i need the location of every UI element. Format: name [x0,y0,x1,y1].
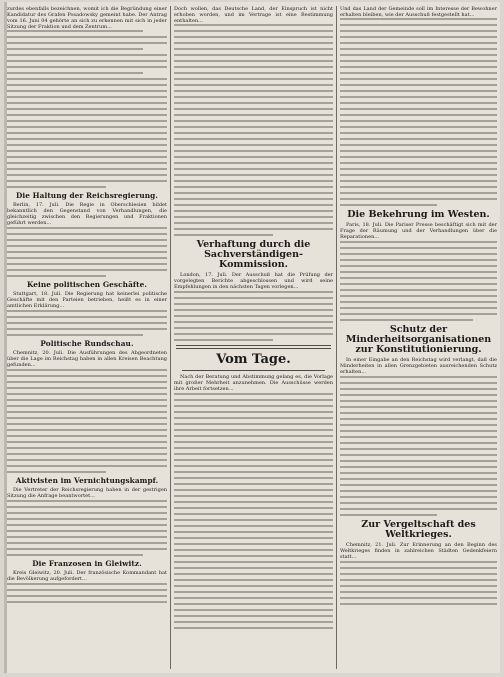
heading-underline [182,370,325,371]
article-paragraph: Kreis Gleiwitz, 20. Juli. Der französische Kommandant hat die Bevölkerung aufgefordert... [7,570,167,582]
article-paragraph: Chemnitz, 20. Juli. Die Ausführungen des Abgeordneten über die Lage im Reichstag haben in allen Kreisen Beachtung gefunden... [7,350,167,368]
column-3-continued-text: Und das Land der Gemeinde soll im Interesse der Bewohner erhalten bleiben, wie der Ausschuß festgestellt hat... [340,6,497,18]
article-heading: Die Haltung der Reichsregierung. [15,191,159,200]
column-2-text-lines-b [174,291,333,341]
column-3 [336,6,500,669]
column-1-text-lines-f [7,583,167,603]
column-2-text-lines-c [174,393,333,629]
article-paragraph: In einer Eingabe an den Reichstag wird verlangt, daß die Minderheiten in allen Grenzgebieten ausreichenden Schutz erhalten... [340,357,497,375]
column-3-text-lines-c [340,376,497,516]
article-heading: Die Franzosen in Gleiwitz. [32,559,142,568]
column-1 [4,6,170,669]
section-divider [176,345,331,349]
article-paragraph: Die Vertreter der Reichsregierung haben in der gestrigen Sitzung die Anfrage beantwortet... [7,487,167,499]
article-paragraph: London, 17. Juli. Der Ausschuß hat die Prüfung der vorgelegten Berichte abgeschlossen und wird seine Empfehlungen in den nächsten Tagen vorlegen... [174,272,333,290]
column-3-text-lines-b [340,241,497,321]
column-3-text-lines-a [340,18,497,206]
column-1-text-lines-c [7,310,167,336]
column-1-text-lines-b [7,227,167,277]
article-heading: Aktivisten im Vernichtungskampf. [15,476,159,485]
article-heading: Die Bekehrung im Westen. [347,209,490,220]
newspaper-page [4,2,500,673]
column-2 [170,6,336,669]
column-2-text-lines-a [174,24,333,236]
column-1-text-lines-d [7,369,167,473]
column-1-text-lines-a [7,30,167,188]
column-1-text-lines-e [7,500,167,556]
column-2-continued-text: Doch wollen, das Deutsche Land, der Einspruch ist nicht erhoben worden, und im Vertrage ist eine Bestimmung enthalten... [174,6,333,24]
article-heading: Keine politischen Geschäfte. [26,280,148,289]
article-heading: Verhaftung durch die Sachverständigen-Kommission. [196,239,311,270]
article-paragraph: Chemnitz, 21. Juli. Zur Erinnerung an den Beginn des Weltkrieges finden in zahlreichen Städten Gedenkfeiern statt... [340,542,497,560]
column-3-text-lines-d [340,561,497,605]
article-heading: Politische Rundschau. [40,339,134,348]
article-paragraph: Paris, 18. Juli. Die Pariser Presse beschäftigt sich mit der Frage der Räumung und der Verhandlungen über die Reparationen... [340,222,497,240]
article-paragraph: Nach der Beratung und Abstimmung gelang es, die Vorlage mit großer Mehrheit anzunehmen. Die Ausschüsse werden ihre Arbeit fortsetzen... [174,374,333,392]
article-paragraph: Stuttgart, 18. Juli. Die Regierung hat keinerlei politische Geschäfte mit den Parteien betrieben, heißt es in einer amtlichen Erklärung... [7,291,167,309]
article-paragraph: Berlin, 17. Juli. Die Regie in Oberschlesien bildet bekanntlich den Gegenstand von Verhandlungen, die gleichzeitig zwischen den Regierungen und Fraktionen geführt werden... [7,202,167,226]
article-heading: Schutz der Minderheitsorganisationen zur Konstitutionierung. [345,324,492,355]
article-heading: Zur Vergeltschaft des Weltkrieges. [361,519,476,540]
section-heading: Vom Tage. [216,352,291,367]
column-1-continued-text: zurdes ebenfalls bezeichnen, womit ich die Begründung einer Kandidatur des Grafen Posadowsky gemeint habe. Der Antrag vom 16. Juni 04 gehörte an sich zu erkennen mit sich in jeder Sitzung der Fraktion und dem Zentrum... [7,6,167,30]
